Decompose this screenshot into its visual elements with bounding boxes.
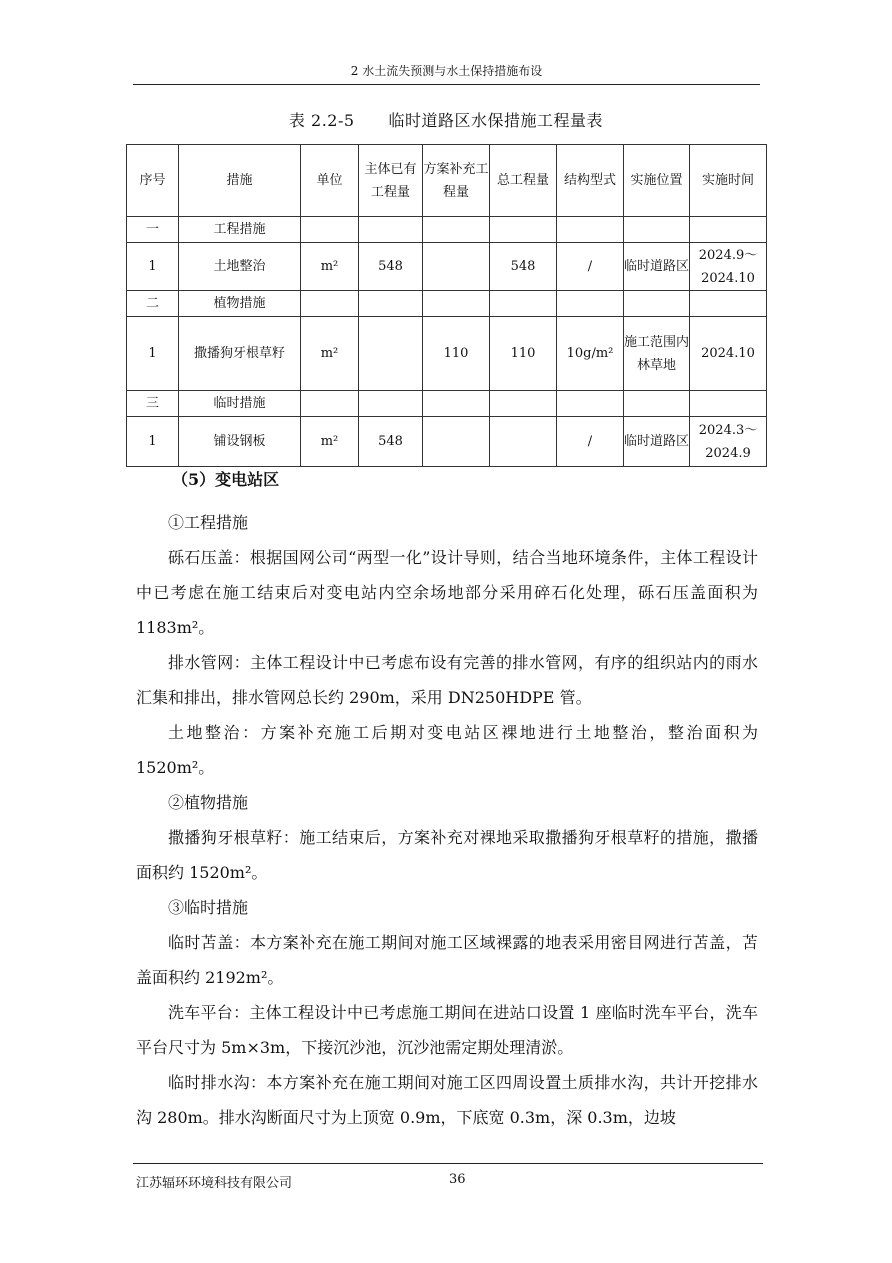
table-cell: 植物措施: [179, 291, 301, 317]
paragraph: 砾石压盖：根据国网公司“两型一化”设计导则，结合当地环境条件，主体工程设计中已考虑在施工结束后对变电站内空余场地部分采用碎石化处理，砾石压盖面积为 1183m²。: [136, 548, 758, 637]
table-cell: 三: [127, 391, 179, 417]
table-cell: [490, 417, 557, 467]
table-cell: 1: [127, 317, 179, 391]
col-header: 实施时间: [690, 145, 767, 217]
table-cell: [557, 291, 624, 317]
table-cell: [359, 391, 423, 417]
table-cell: [359, 217, 423, 243]
table-cell: 10g/m²: [557, 317, 624, 391]
table-cell: [624, 217, 690, 243]
table-cell: [423, 291, 490, 317]
table-cell: [423, 217, 490, 243]
subsection-heading: ③临时措施: [168, 898, 249, 917]
table-cell: [359, 317, 423, 391]
footer-divider: [133, 1163, 763, 1164]
measures-table: [126, 144, 767, 467]
col-header: 序号: [127, 145, 179, 217]
table-cell: [490, 217, 557, 243]
col-header: 总工程量: [490, 145, 557, 217]
table-cell: 2024.9～2024.10: [690, 243, 767, 291]
table-cell: 撒播狗牙根草籽: [179, 317, 301, 391]
page-number: 36: [449, 1172, 466, 1187]
table-cell: 2024.3～2024.9: [690, 417, 767, 467]
table-cell: m²: [301, 417, 359, 467]
table-title: 临时道路区水保措施工程量表: [388, 111, 604, 130]
table-row: [127, 291, 767, 317]
table-cell: [624, 391, 690, 417]
footer-company: 江苏辐环环境科技有限公司: [136, 1176, 293, 1191]
col-header: 单位: [301, 145, 359, 217]
col-header: 实施位置: [624, 145, 690, 217]
paragraph: 临时苫盖：本方案补充在施工期间对施工区域裸露的地表采用密目网进行苫盖，苫盖面积约 2192m²。: [136, 933, 758, 987]
table-cell: 铺设钢板: [179, 417, 301, 467]
table-cell: [423, 417, 490, 467]
table-cell: 施工范围内林草地: [624, 317, 690, 391]
paragraph: 撒播狗牙根草籽：施工结束后，方案补充对裸地采取撒播狗牙根草籽的措施，撒播面积约 1520m²。: [136, 828, 758, 882]
table-row: [127, 243, 767, 291]
col-header: 主体已有工程量: [359, 145, 423, 217]
paragraph: 洗车平台：主体工程设计中已考虑施工期间在进站口设置 1 座临时洗车平台，洗车平台尺寸为 5m×3m，下接沉沙池，沉沙池需定期处理清淤。: [136, 1003, 758, 1057]
paragraph: 土地整治：方案补充施工后期对变电站区裸地进行土地整治，整治面积为 1520m²。: [136, 723, 758, 777]
table-cell: [557, 391, 624, 417]
table-cell: 临时道路区: [624, 417, 690, 467]
table-cell: 110: [423, 317, 490, 391]
table-cell: 临时道路区: [624, 243, 690, 291]
col-header: 方案补充工程量: [423, 145, 490, 217]
table-cell: [301, 291, 359, 317]
col-header: 措施: [179, 145, 301, 217]
table-cell: [423, 243, 490, 291]
table-cell: 110: [490, 317, 557, 391]
table-row: [127, 317, 767, 391]
table-row: [127, 391, 767, 417]
table-cell: [301, 217, 359, 243]
table-cell: 临时措施: [179, 391, 301, 417]
table-cell: 一: [127, 217, 179, 243]
table-cell: 1: [127, 417, 179, 467]
table-number: 表 2.2-5: [288, 111, 355, 130]
table-cell: [301, 391, 359, 417]
table-cell: [690, 217, 767, 243]
table-row: [127, 417, 767, 467]
table-cell: m²: [301, 243, 359, 291]
subsection-heading: ①工程措施: [168, 513, 249, 532]
table-cell: [490, 291, 557, 317]
table-cell: [690, 291, 767, 317]
table-header-row: [127, 145, 767, 217]
table-cell: [359, 291, 423, 317]
page-header: 2 水土流失预测与水土保持措施布设: [133, 58, 760, 85]
subsection-heading: ②植物措施: [168, 793, 249, 812]
table-cell: [557, 217, 624, 243]
table-cell: [490, 391, 557, 417]
table-cell: 548: [359, 243, 423, 291]
paragraph: 临时排水沟：本方案补充在施工期间对施工区四周设置土质排水沟，共计开挖排水沟 280m。排水沟断面尺寸为上顶宽 0.9m，下底宽 0.3m，深 0.3m，边坡: [136, 1073, 758, 1127]
table-caption: [127, 108, 765, 131]
table-cell: 548: [359, 417, 423, 467]
col-header: 结构型式: [557, 145, 624, 217]
table-cell: [624, 291, 690, 317]
table-cell: 土地整治: [179, 243, 301, 291]
table-cell: 二: [127, 291, 179, 317]
table-cell: 548: [490, 243, 557, 291]
table-cell: [423, 391, 490, 417]
table-row: [127, 217, 767, 243]
table-cell: /: [557, 243, 624, 291]
table-cell: 1: [127, 243, 179, 291]
table-cell: 2024.10: [690, 317, 767, 391]
table-cell: m²: [301, 317, 359, 391]
paragraph: 排水管网：主体工程设计中已考虑布设有完善的排水管网，有序的组织站内的雨水汇集和排出，排水管网总长约 290m，采用 DN250HDPE 管。: [136, 653, 758, 707]
table-cell: 工程措施: [179, 217, 301, 243]
section-heading: （5）变电站区: [172, 470, 280, 489]
body-text: [136, 505, 758, 1135]
table-cell: /: [557, 417, 624, 467]
table-cell: [690, 391, 767, 417]
